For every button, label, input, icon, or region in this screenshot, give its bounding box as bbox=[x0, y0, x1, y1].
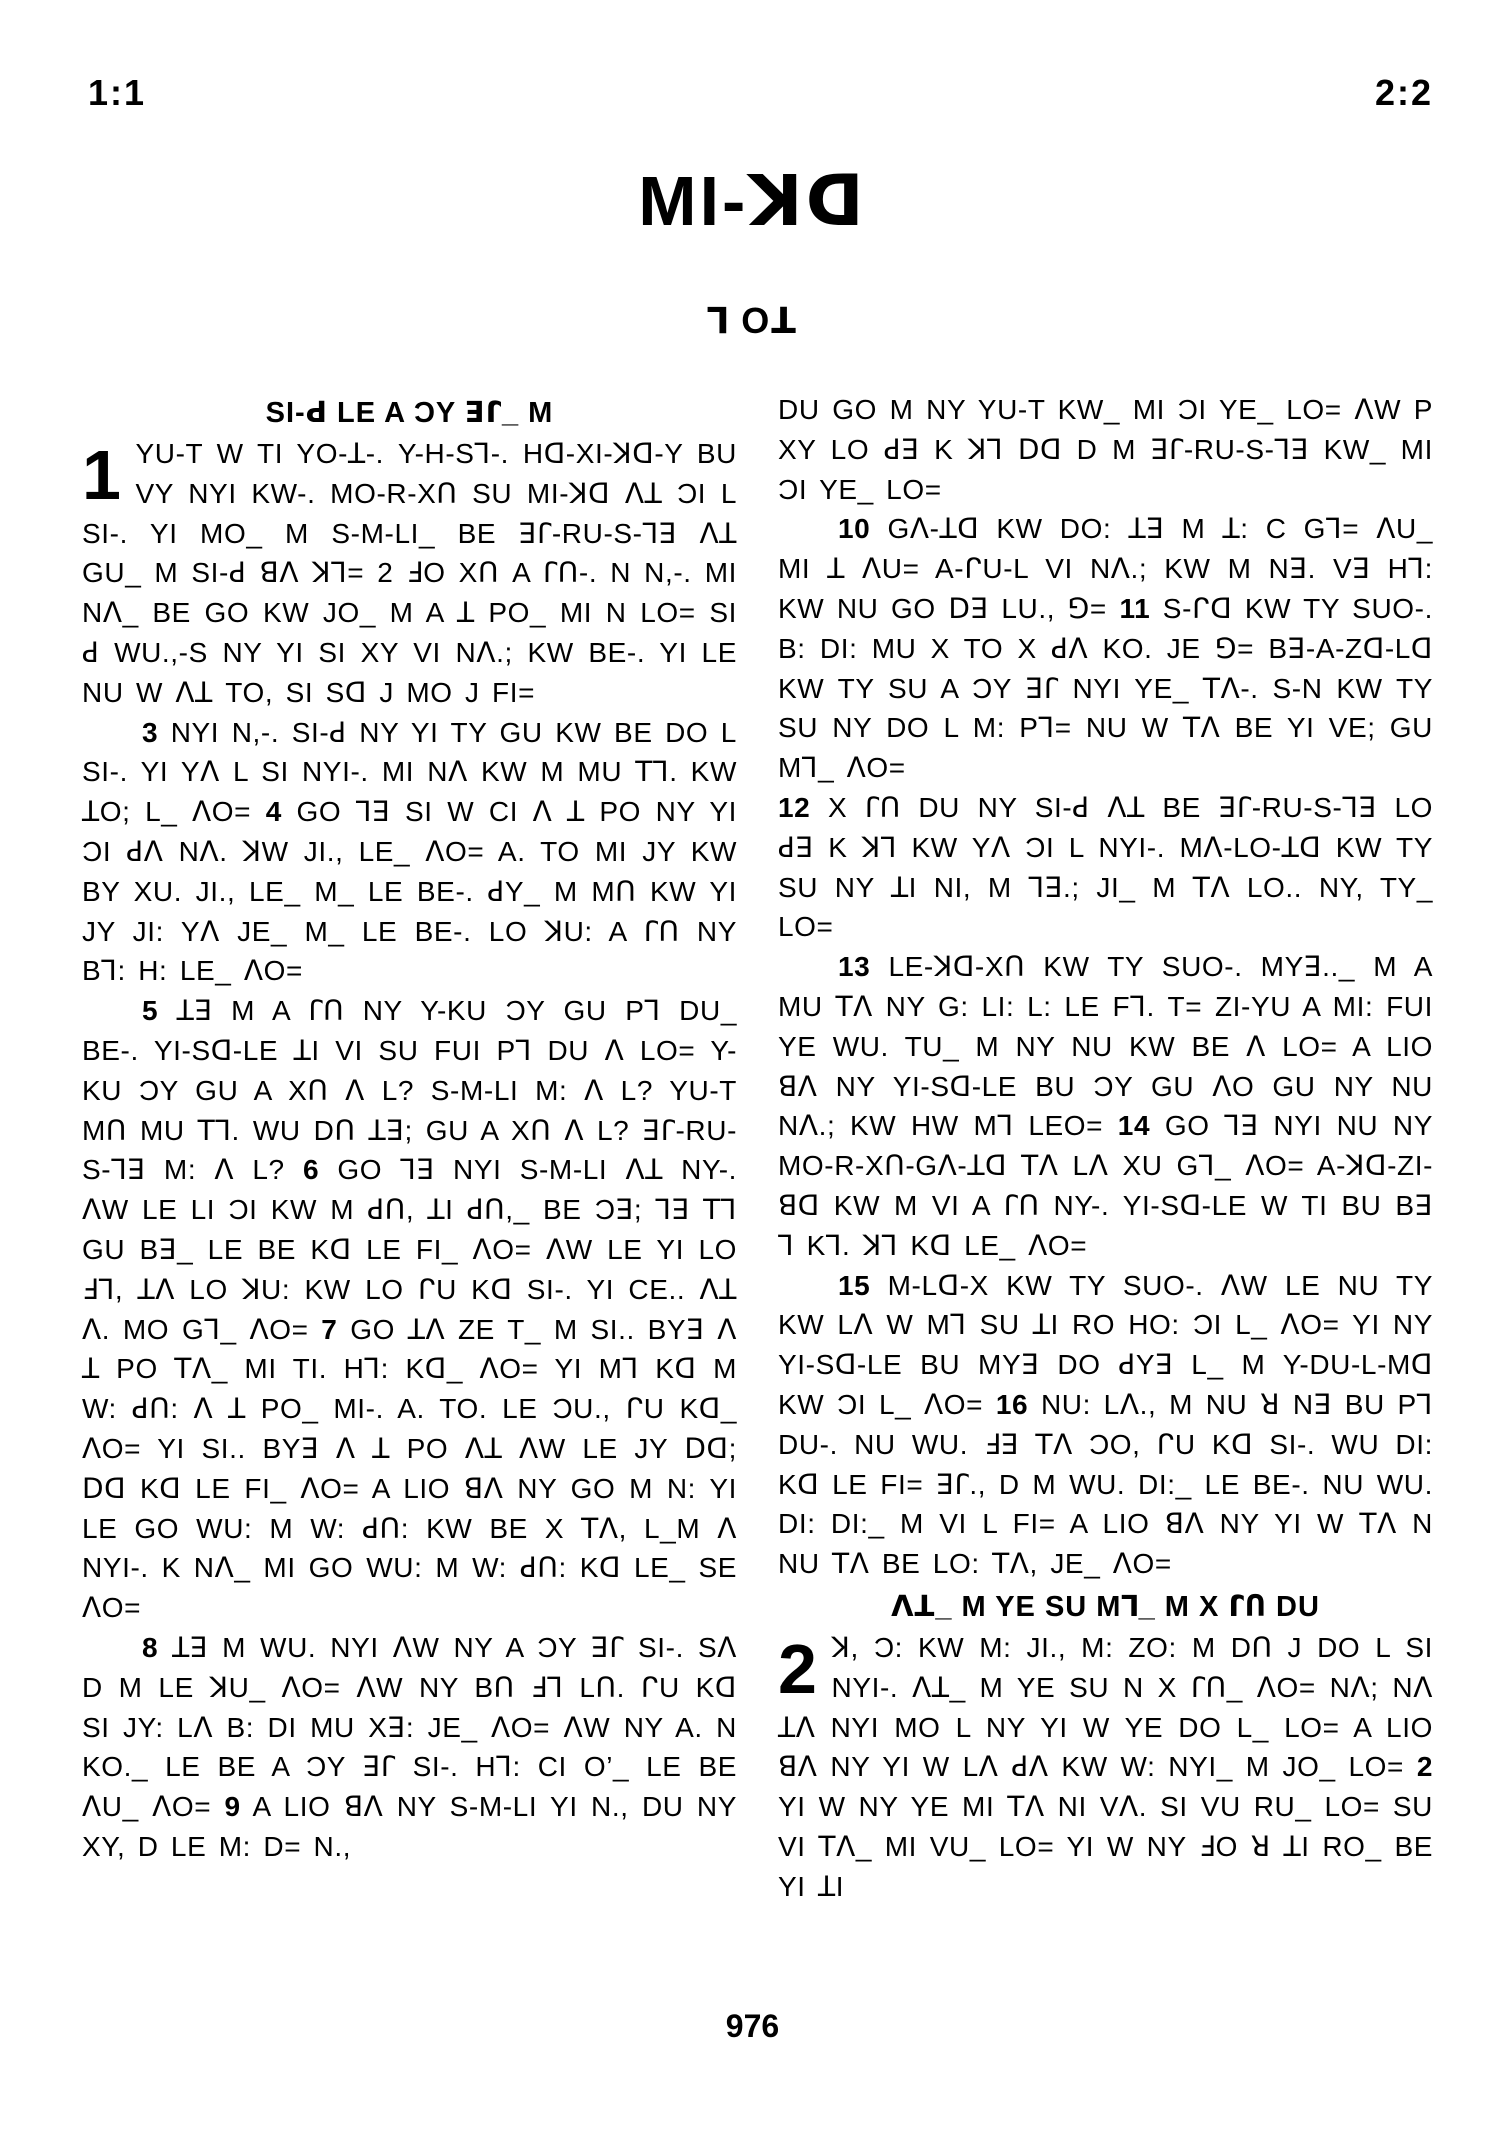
verse-number: 15 bbox=[838, 1269, 871, 1301]
paragraph-text: LE-ꓘꓷ-XՈ KW TY SUO-. MYꓱ.._ M A MU ꓔꓥ NY G: LI: L: LE Fꓶ. T= ZI-YU A MI: FUI YE WU. TU_ M NY NU KW BE ꓥ LO= A LIO ꓭꓥ NY YI-Sꓷ-LE BU ƆY GU ꓥO GU NY NU Nꓥ.; KW HW Mꓶ LEO= bbox=[778, 951, 1433, 1142]
verse-number: 10 bbox=[838, 513, 871, 545]
paragraph bbox=[82, 1628, 737, 1867]
chapter-paragraph bbox=[778, 1628, 1433, 1907]
verse-number: 2 bbox=[1416, 1751, 1433, 1783]
paragraph-text: A LIO ꓭꓥ NY S-M-LI YI N., DU NY XY, D LE M: D= N., bbox=[82, 1791, 738, 1862]
book-title: MI-ꓘᗡ bbox=[638, 162, 867, 240]
paragraph bbox=[82, 991, 737, 1628]
paragraph bbox=[778, 509, 1433, 788]
paragraph bbox=[778, 947, 1433, 1265]
paragraph-text: YI W NY YE MI ꓔꓥ NI Vꓥ. SI VU RU_ LO= SU VI ꓔꓥ_ MI VU_ LO= YI W NY ꓞO ꓤ ꓕI RO_ BE YI ꓕI bbox=[778, 1791, 1433, 1902]
paragraph-text: ꓘ, Ɔ: KW M: JI., M: ZO: M DՈ J DO L SI NYI-. ꓥꓕ_ M YE SU N X ꓩՈ_ ꓥO= Nꓥ; Nꓥ ꓕꓥ NYI MO L NY YI W YE DO L_ LO= A LIO ꓭꓥ NY YI W Lꓥ ꓒꓥ KW W: NYI_ M JO_ LO= bbox=[778, 1631, 1433, 1783]
verse-number: 11 bbox=[1119, 592, 1151, 624]
chapter-paragraph bbox=[82, 434, 737, 713]
verse-number: 7 bbox=[321, 1313, 338, 1345]
paragraph-text: GO ꓶꓱ SI W CI ꓥ ꓕ PO NY YI ƆI ꓒꓥ Nꓥ. ꓘW JI., LE_ ꓥO= A. TO MI JY KW BY XU. JI., LE_ M_ LE BE-. ꓒY_ M MՈ KW YI JY JI: Yꓥ JE_ M_ LE BE-. LO ꓘU: A ꓩՈ NY Bꓶ: H: LE_ ꓥO= bbox=[82, 796, 737, 987]
paragraph-text: S-ᒋꓷ KW TY SUO-. B: DI: MU X TO X ꓒꓥ KO. JE ꓨ= Bꓱ-A-Zꓷ-Lꓷ KW TY SU A ƆY ꓱꓩ NYI YE_ ꓔꓥ-. S-N KW TY SU NY DO L M: Pꓶ= NU W ꓔꓥ BE YI VE; GU Mꓶ_ ꓥO= bbox=[778, 592, 1433, 784]
paragraph bbox=[778, 788, 1433, 947]
verse-number: 6 bbox=[302, 1154, 320, 1186]
paragraph-text: ꓕꓱ M WU. NYI ꓥW NY A ƆY ꓱꓩ SI-. Sꓥ D M LE ꓘU_ ꓥO= ꓥW NY BՈ ꓞꓶ LՈ. ᒋU Kꓷ SI JY: Lꓥ B: DI MU Xꓱ: JE_ ꓥO= ꓥW NY A. N KO._ LE BE A ƆY ꓱꓩ SI-. Hꓶ: CI O’_ LE BE ꓥU_ ꓥO= bbox=[82, 1631, 737, 1823]
verse-number: 13 bbox=[838, 951, 871, 983]
paragraph-text: ꓕꓱ M A ꓩՈ NY Y-KU ƆY GU Pꓶ DU_ BE-. YI-Sꓷ-LE ꓕI VI SU FUI Pꓶ DU ꓥ LO= Y-KU ƆY GU A XՈ ꓥ L? S-M-LI M: ꓥ L? YU-T MՈ MU ꓔꓶ. WU DՈ ꓕꓱ; GU A XՈ ꓥ L? ꓱꓩ-RU-S-ꓶꓱ M: ꓥ L? bbox=[82, 995, 737, 1186]
book-subtitle: ꓶ Oꓕ bbox=[707, 300, 798, 341]
chapter-verse-ref-right: 2:2 bbox=[1374, 72, 1433, 113]
verse-number: 8 bbox=[142, 1631, 159, 1663]
chapter-verse-ref-left: 1:1 bbox=[88, 72, 147, 113]
verse-number: 16 bbox=[995, 1388, 1029, 1420]
paragraph-text: NYI N,-. SI-ꓒ NY YI TY GU KW BE DO L SI-. YI Yꓥ L SI NYI-. MI Nꓥ KW M MU ꓔꓶ. KW ꓕO; L_ ꓥO= bbox=[82, 716, 737, 828]
verse-number: 9 bbox=[224, 1791, 241, 1823]
paragraph-text: NU: Lꓥ., M NU ꓤ Nꓱ BU Pꓶ DU-. NU WU. ꓞꓱ ꓔꓥ ƆO, ᒋU Kꓷ SI-. WU DI: Kꓷ LE FI= ꓱꓩ., D M WU. DI:_ LE BE-. NU WU. DI: DI:_ M VI L FI= A LIO ꓭꓥ NY YI W ꓔꓥ N NU ꓔꓥ BE LO: ꓔꓥ, JE_ ꓥO= bbox=[778, 1388, 1434, 1580]
paragraph-text: DU GO M NY YU-T KW_ MI ƆI YE_ LO= ꓥW P XY LO ꓒꓱ K ꓘꓶ ꓓꓷ D M ꓱꓩ-RU-S-ꓶꓱ KW_ MI ƆI YE_ LO= bbox=[778, 394, 1433, 505]
verse-number: 5 bbox=[142, 995, 159, 1027]
paragraph-text: M-Lꓷ-X KW TY SUO-. ꓥW LE NU TY KW Lꓥ W Mꓶ SU ꓕI RO HO: ƆI L_ ꓥO= YI NY YI-Sꓷ-LE BU MYꓱ DO ꓒYꓱ L_ M Y-DU-L-Mꓷ KW ƆI L_ ꓥO= bbox=[778, 1269, 1433, 1420]
paragraph-text: YU-T W TI YO-ꓕ-. Y-H-Sꓶ-. Hꓷ-XI-ꓘꓷ-Y BU VY NYI KW-. MO-R-XՈ SU MI-ꓘꓷ ꓥꓕ ƆI L SI-. YI MO_ M S-M-LI_ BE ꓱꓩ-RU-S-ꓶꓱ ꓥꓕ GU_ M SI-ꓒ ꓭꓥ ꓘꓶ= 2 ꓞO XՈ A ꓩՈ-. N N,-. MI Nꓥ_ BE GO KW JO_ M A ꓕ PO_ MI N LO= SI ꓒ WU.,-S NY YI SI XY VI Nꓥ.; KW BE-. YI LE NU W ꓥꓕ TO, SI Sꓷ J MO J FI= bbox=[82, 438, 737, 708]
verse-number: 14 bbox=[1117, 1110, 1151, 1142]
paragraph-text: GO ꓕꓥ ZE T_ M SI.. BYꓱ ꓥ ꓕ PO ꓔꓥ_ MI TI. Hꓶ: Kꓷ_ ꓥO= YI Mꓶ Kꓷ M W: ꓒՈ: ꓥ ꓕ PO_ MI-. A. TO. LE ƆU., ᒋU Kꓷ_ ꓥO= YI SI.. BYꓱ ꓥ ꓕ PO ꓥꓕ ꓥW LE JY ꓓꓷ; ꓓꓷ Kꓷ LE FI_ ꓥO= A LIO ꓭꓥ NY GO M N: YI LE GO WU: M W: ꓒՈ: KW BE X ꓔꓥ, L_M ꓥ NYI-. K Nꓥ_ MI GO WU: M W: ꓒՈ: Kꓷ LE_ SE ꓥO= bbox=[82, 1313, 738, 1624]
page-number: 976 bbox=[725, 2008, 780, 2044]
paragraph-text: GO ꓶꓱ NYI NU NY MO-R-XՈ-Gꓥ-ꓕꓷ ꓔꓥ Lꓥ XU Gꓶ_ ꓥO= A-ꓘꓷ-ZI-ꓭꓷ KW M VI A ꓩՈ NY-. YI-Sꓷ-LE W TI BU Bꓱ ꓶ Kꓶ. ꓘꓶ Kꓷ LE_ ꓥO= bbox=[778, 1110, 1433, 1261]
left-column bbox=[82, 390, 737, 1867]
paragraph bbox=[778, 1266, 1433, 1584]
section-heading: ꓥꓕ_ M YE SU Mꓶ_ M X ꓩՈ DU bbox=[891, 1590, 1320, 1623]
verse-number: 3 bbox=[142, 716, 159, 748]
chapter-number: 2 bbox=[778, 1629, 818, 1708]
right-column bbox=[778, 390, 1433, 1906]
section-heading: SI-ꓒ LE A ƆY ꓱꓩ_ M bbox=[265, 397, 554, 429]
paragraph bbox=[778, 390, 1433, 509]
paragraph-text: Gꓥ-ꓕꓷ KW DO: ꓕꓱ M ꓕ: C Gꓶ= ꓥU_ MI ꓕ ꓥU= A-ᒋU-L VI Nꓥ.; KW M Nꓱ. Vꓱ Hꓶ: KW NU GO ꓓꓱ LU., ꓨ= bbox=[778, 513, 1433, 624]
chapter-number: 1 bbox=[82, 436, 122, 514]
paragraph-text: GO ꓶꓱ NYI S-M-LI ꓥꓕ NY-. ꓥW LE LI ƆI KW M ꓒՈ, ꓕI ꓒՈ,_ BE Ɔꓱ; ꓶꓱ ꓔꓶ GU Bꓱ_ LE BE Kꓷ LE FI_ ꓥO= ꓥW LE YI LO ꓞꓶ, ꓕꓥ LO ꓘU: KW LO ᒋU Kꓷ SI-. YI CE.. ꓥꓕ ꓥ. MO Gꓶ_ ꓥO= bbox=[82, 1154, 737, 1345]
paragraph bbox=[82, 713, 737, 992]
paragraph-text: X ꓩՈ DU NY SI-ꓒ ꓥꓕ BE ꓱꓩ-RU-S-ꓶꓱ LO ꓒꓱ K ꓘꓶ KW Yꓥ ƆI L NYI-. Mꓥ-LO-ꓕꓷ KW TY SU NY ꓕI NI, M ꓶꓱ.; JI_ M ꓔꓥ LO.. NY, TY_ LO= bbox=[778, 791, 1433, 943]
verse-number: 12 bbox=[778, 791, 811, 823]
verse-number: 4 bbox=[265, 796, 282, 828]
